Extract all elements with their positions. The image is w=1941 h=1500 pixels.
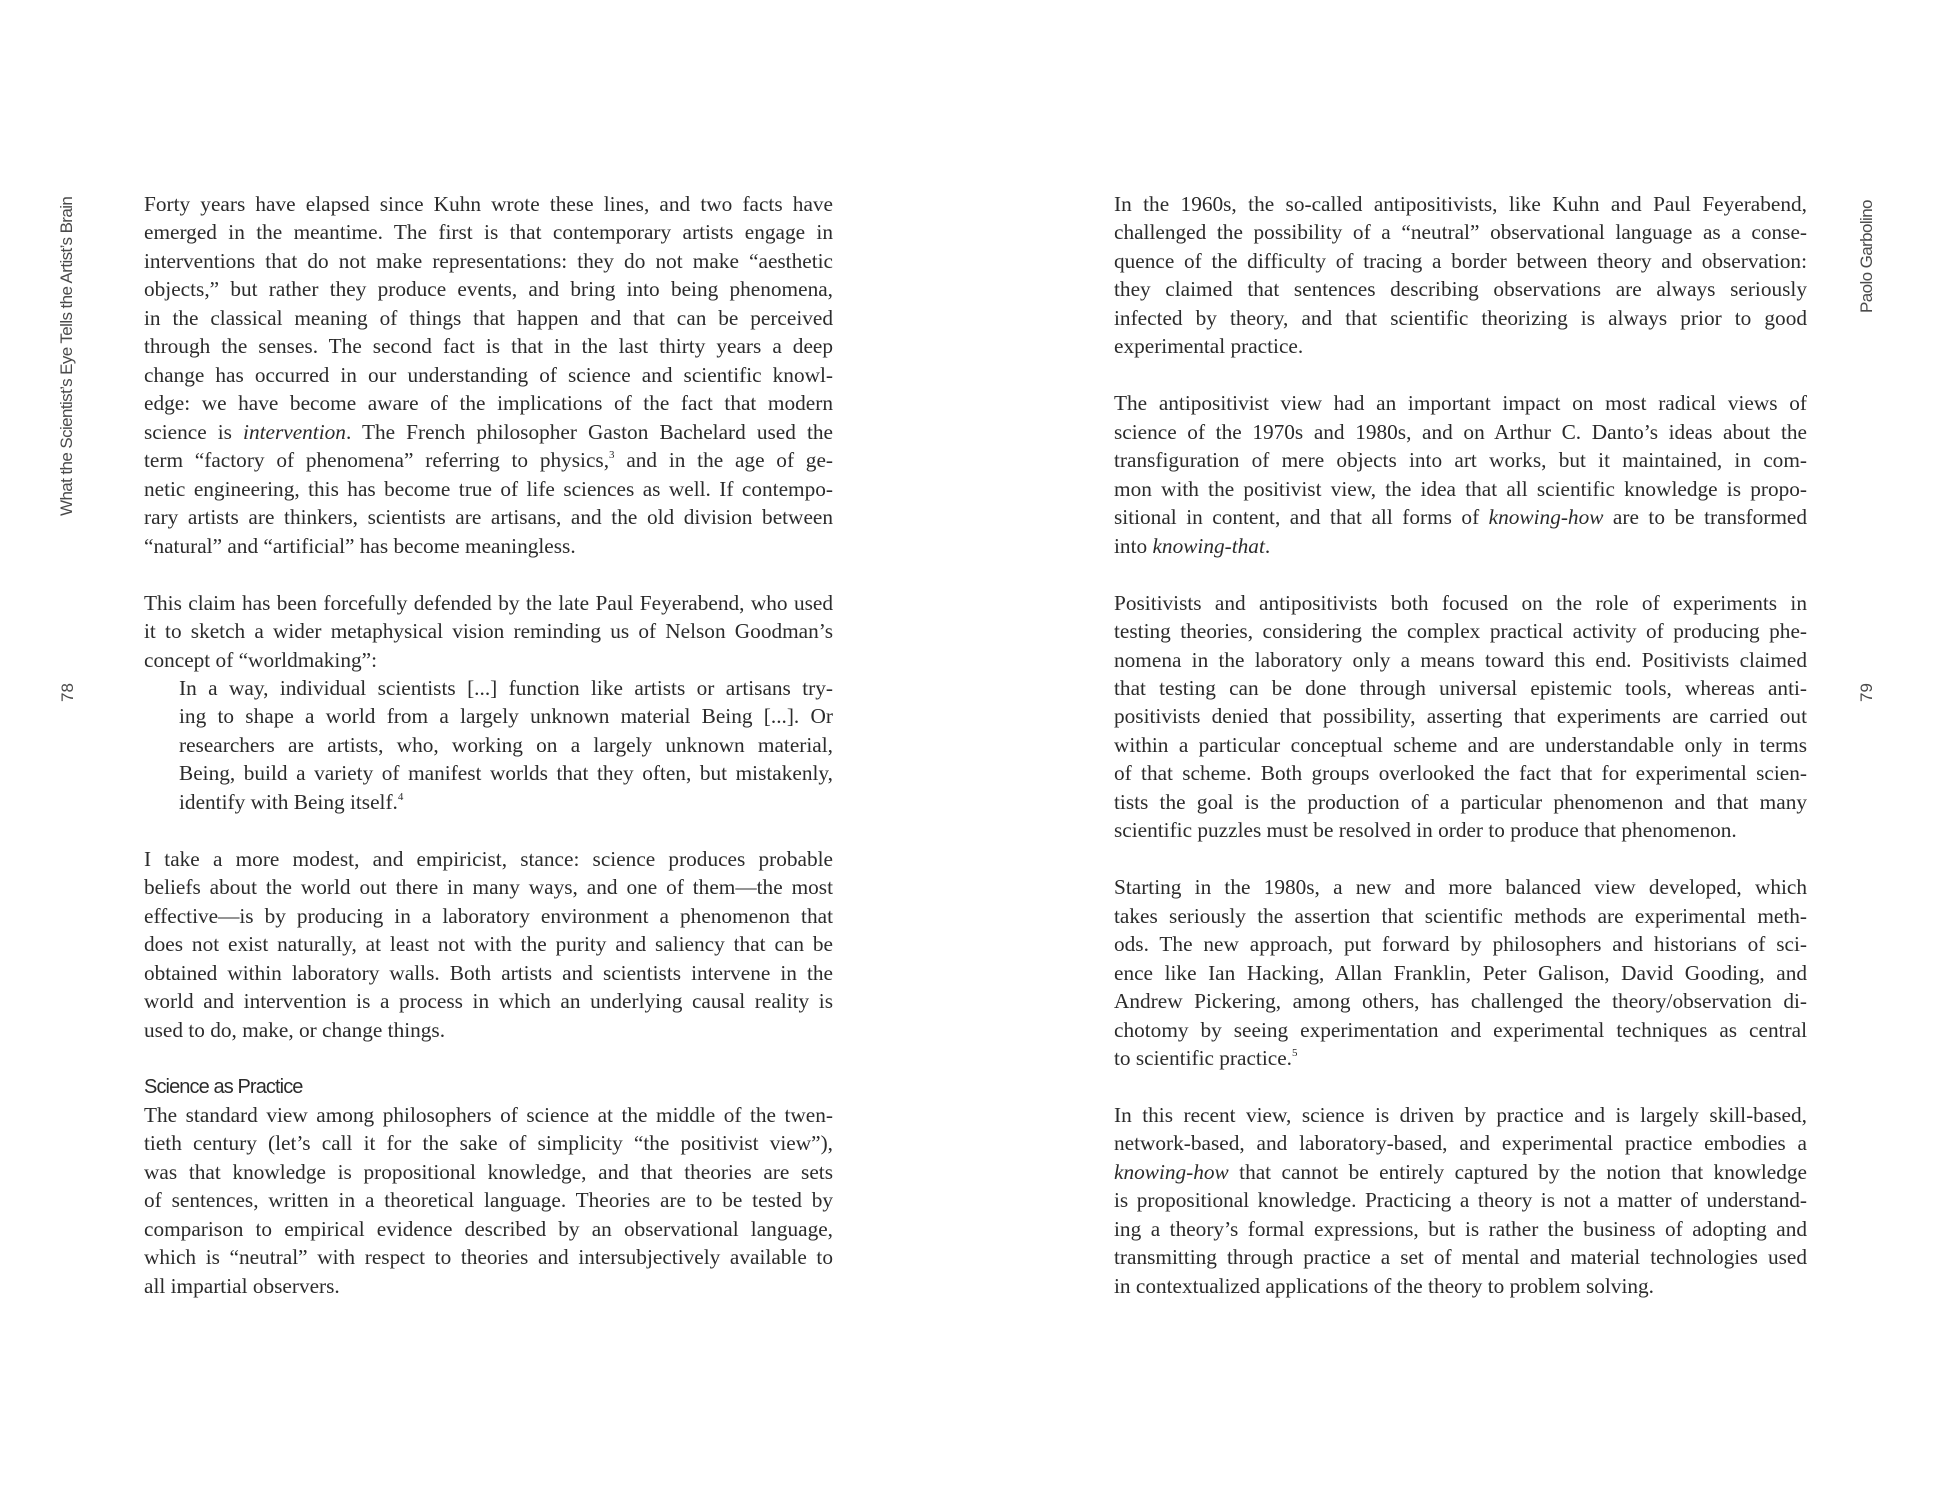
text-line: science is intervention. The French philosopher Gaston Bachelard used the [144,419,833,444]
text-line: In this recent view, science is driven by practice and is largely skill-based, [1114,1103,1807,1127]
text-line: network-based, and laboratory-based, and experimental practice embodies a [1114,1131,1807,1156]
paragraph [1114,873,1807,1072]
text-line: Being, build a variety of manifest worlds that they often, but mistakenly, [179,761,833,786]
text-line: nomena in the laboratory only a means toward this end. Positivists claimed [1114,647,1807,672]
paragraph-spacer [144,816,833,844]
paragraph [1114,1101,1807,1300]
text-line: interventions that do not make representations: they do not make “aesthetic [144,248,833,273]
italic-term: knowing-that [1152,533,1265,558]
footnote-reference[interactable]: 3 [609,449,615,462]
paragraph [1114,589,1807,845]
text-line: to scientific practice.$^5$ [1114,1046,1298,1071]
paragraph [144,190,833,560]
paragraph [1114,389,1807,560]
text-line: experimental practice. [1114,334,1304,359]
text-line: used to do, make, or change things. [144,1017,446,1042]
text-line: is propositional knowledge. Practicing a theory is not a matter of understand- [1114,1188,1807,1213]
text-line: Positivists and antipositivists both focused on the role of experiments in [1114,590,1807,615]
text-line: they claimed that sentences describing observations are always seriously [1114,277,1807,302]
text-line: ods. The new approach, put forward by philosophers and historians of sci- [1114,932,1807,957]
text-line: challenged the possibility of a “neutral” observational language as a conse- [1114,220,1807,245]
footnote-reference[interactable]: 5 [1291,1047,1298,1060]
italic-term: intervention [243,419,346,444]
text-line: rary artists are thinkers, scientists are artisans, and the old division between [144,505,833,530]
text-line: through the senses. The second fact is that in the last thirty years a deep [144,334,833,359]
text-line: chotomy by seeing experimentation and experimental techniques as central [1114,1017,1807,1042]
text-line: was that knowledge is propositional knowledge, and that theories are sets [144,1159,833,1184]
text-line: all impartial observers. [144,1273,340,1298]
text-line: comparison to empirical evidence described by an observational language, [144,1216,833,1241]
text-line: ing to shape a world from a largely unknown material Being [...]. Or [179,704,833,729]
text-line: quence of the difficulty of tracing a border between theory and observation: [1114,248,1807,273]
text-line: “natural” and “artificial” has become meaningless. [144,533,576,558]
text-line: positivists denied that possibility, asserting that experiments are carried out [1114,704,1807,729]
text-line: beliefs about the world out there in many ways, and one of them—the most [144,875,833,900]
text-line: This claim has been forcefully defended by the late Paul Feyerabend, who used [144,590,833,615]
right-text-column [1114,190,1807,1300]
block-quote [144,674,833,816]
text-line: infected by theory, and that scientific theorizing is always prior to good [1114,305,1807,330]
text-line: tists the goal is the production of a particular phenomenon and that many [1114,789,1807,814]
text-line: In a way, individual scientists [...] function like artists or artisans try- [179,675,833,700]
paragraph-spacer [1114,1073,1807,1101]
right-page [970,0,1941,1500]
text-line: objects,” but rather they produce events, and bring into being phenomena, [144,277,833,302]
text-line: researchers are artists, who, working on a largely unknown material, [179,732,833,757]
text-line: tieth century (let’s call it for the sake of simplicity “the positivist view”), [144,1131,833,1156]
paragraph [1114,190,1807,361]
running-head-author: Paolo Garbolino [1857,200,1876,313]
text-line: The antipositivist view had an important impact on most radical views of [1114,391,1807,416]
text-line: effective—is by producing in a laboratory environment a phenomenon that [144,903,833,928]
text-line: knowing-how that cannot be entirely captured by the notion that knowledge [1114,1159,1807,1184]
text-line: that testing can be done through universal epistemic tools, whereas anti- [1114,675,1807,700]
running-head-title: What the Scientist’s Eye Tells the Artist’s Brain [57,196,76,516]
text-line: within a particular conceptual scheme and are understandable only in terms [1114,732,1807,757]
text-line: concept of “worldmaking”: [144,647,377,672]
text-line: netic engineering, this has become true of life sciences as well. If contempo- [144,476,833,501]
paragraph-spacer [1114,845,1807,873]
paragraph [144,589,833,674]
text-line: does not exist naturally, at least not with the purity and saliency that can be [144,932,833,957]
paragraph [144,845,833,1044]
text-line: edge: we have become aware of the implications of the fact that modern [144,391,833,416]
text-line: in the classical meaning of things that happen and that can be perceived [144,305,833,330]
text-line: mon with the positivist view, the idea that all scientific knowledge is propo- [1114,476,1807,501]
text-line: identify with Being itself.$^4$ [179,789,404,814]
text-line: world and intervention is a process in which an underlying causal reality is [144,989,833,1014]
page-number-left: 78 [58,683,77,702]
text-line: The standard view among philosophers of science at the middle of the twen- [144,1103,833,1127]
paragraph-spacer [1114,361,1807,389]
paragraph [144,1101,833,1300]
text-line: I take a more modest, and empiricist, stance: science produces probable [144,846,833,871]
text-line: Forty years have elapsed since Kuhn wrote these lines, and two facts have [144,192,833,216]
left-page [0,0,970,1500]
text-line: of sentences, written in a theoretical language. Theories are to be tested by [144,1188,833,1213]
paragraph-spacer [144,560,833,588]
text-line: of that scheme. Both groups overlooked the fact that for experimental scien- [1114,761,1807,786]
text-line: Starting in the 1980s, a new and more balanced view developed, which [1114,875,1807,900]
text-line: takes seriously the assertion that scientific methods are experimental meth- [1114,903,1807,928]
text-line: change has occurred in our understanding of science and scientific knowl- [144,362,833,387]
italic-term: knowing-how [1488,505,1604,530]
text-line: obtained within laboratory walls. Both artists and scientists intervene in the [144,960,833,985]
text-line: in contextualized applications of the theory to problem solving. [1114,1273,1654,1298]
text-line: transmitting through practice a set of mental and material technologies used [1114,1245,1807,1270]
left-text-column [144,190,833,1300]
text-line: which is “neutral” with respect to theories and intersubjectively available to [144,1245,833,1270]
text-line: scientific puzzles must be resolved in order to produce that phenomenon. [1114,818,1737,843]
text-line: testing theories, considering the complex practical activity of producing phe- [1114,619,1807,644]
paragraph-spacer [1114,560,1807,588]
text-line: it to sketch a wider metaphysical vision reminding us of Nelson Goodman’s [144,619,833,644]
text-line: In the 1960s, the so-called antipositivists, like Kuhn and Paul Feyerabend, [1114,192,1807,216]
text-line: Andrew Pickering, among others, has challenged the theory/observation di- [1114,989,1807,1014]
paragraph-spacer [144,1044,833,1072]
text-line: ing a theory’s formal expressions, but is rather the business of adopting and [1114,1216,1807,1241]
page-number-right: 79 [1857,683,1876,702]
text-line: transfiguration of mere objects into art works, but it maintained, in com- [1114,448,1807,473]
text-line: term “factory of phenomena” referring to physics,$^3$ and in the age of ge- [144,448,833,473]
italic-term: knowing-how [1114,1159,1229,1184]
text-line: emerged in the meantime. The first is that contemporary artists engage in [144,220,833,245]
footnote-reference[interactable]: 4 [397,790,404,803]
text-line: sitional in content, and that all forms of knowing-how are to be transformed [1114,505,1807,530]
text-line: ence like Ian Hacking, Allan Franklin, Peter Galison, David Gooding, and [1114,960,1807,985]
text-line: into knowing-that. [1114,533,1271,558]
section-heading: Science as Practice [144,1075,303,1098]
text-line: science of the 1970s and 1980s, and on Arthur C. Danto’s ideas about the [1114,419,1807,444]
